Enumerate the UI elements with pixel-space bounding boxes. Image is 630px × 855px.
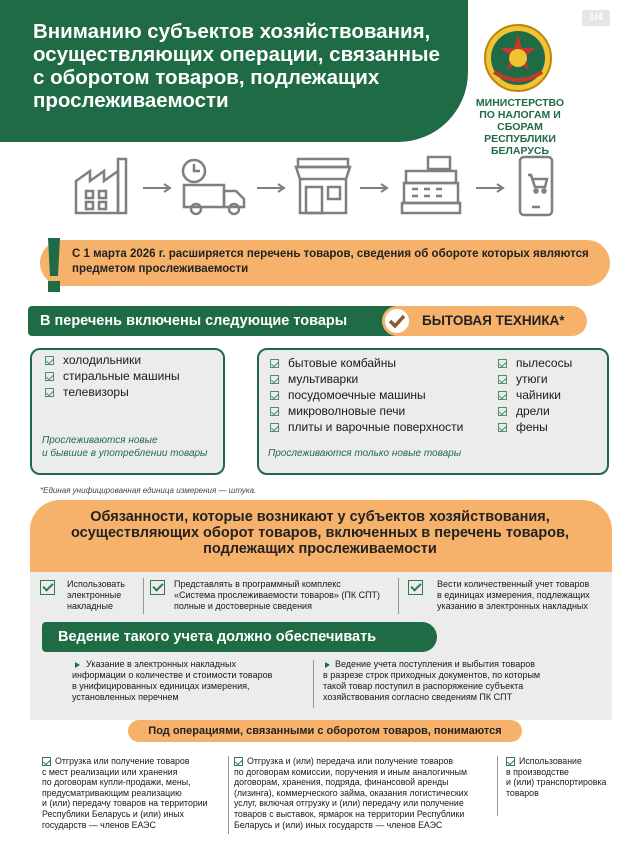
- list-item: дрели: [516, 404, 550, 418]
- duty-line: «Система прослеживаемости товаров» (ПК СПТ): [174, 590, 381, 600]
- store-icon: [292, 155, 354, 217]
- operation-line: (лизинга), коммерческого займа, оказания логистических: [234, 787, 469, 798]
- accounting-line: в унифицированных единицах измерения,: [72, 681, 250, 691]
- checkbox-icon: [45, 356, 54, 365]
- operation-line: услуг, включая отгрузку и (или) передачу или получение: [234, 798, 464, 809]
- checkbox-icon: [270, 407, 279, 416]
- operation-line: с мест реализации или хранения: [42, 766, 178, 777]
- operation-line: товаров с выставок, ярмарок на территории Республики: [234, 808, 465, 819]
- accounting-line: информации о количестве и стоимости товаров: [72, 670, 273, 680]
- list-item: пылесосы: [516, 356, 573, 370]
- operation-line: Отгрузка и (или) передача или получение товаров: [247, 756, 454, 766]
- divider: [143, 578, 144, 614]
- checkbox-icon: [270, 375, 279, 384]
- arrow-right-icon: [257, 183, 287, 193]
- checkbox-icon: [45, 372, 54, 381]
- accounting-title: Ведение такого учета должно обеспечивать: [58, 629, 377, 645]
- operation-line: Беларусь и (или) иных государств — членов ЕАЭС: [234, 819, 443, 830]
- list-item: телевизоры: [63, 385, 129, 399]
- accounting-item-right: [323, 659, 603, 703]
- accounting-line: такой товар поступил в распоряжение субъекта: [323, 681, 524, 691]
- divider: [228, 756, 229, 834]
- tracking-note-new-only: Прослеживаются только новые товары: [268, 448, 462, 459]
- checkbox-icon: [408, 580, 423, 595]
- factory-icon: [72, 155, 132, 217]
- checkbox-icon: [498, 391, 507, 400]
- cash-register-icon: [398, 155, 464, 217]
- list-item: мультиварки: [288, 372, 359, 386]
- exclamation-icon: [44, 236, 64, 294]
- operation-line: государств — членов ЕАЭС: [42, 819, 156, 830]
- tracking-note-new-used: [42, 434, 207, 460]
- list-item: микроволновые печи: [288, 404, 406, 418]
- list-item: холодильники: [63, 353, 142, 367]
- list-item: стиральные машины: [63, 369, 180, 383]
- smartphone-cart-icon: [516, 155, 556, 217]
- list-item: посудомоечные машины: [288, 388, 426, 402]
- page-title: Вниманию субъектов хозяйствования, осуществляющих операции, связанные с оборотом товаров, подлежащих прослеживаемости: [33, 20, 440, 112]
- operation-line: товаров: [506, 787, 539, 798]
- arrow-right-icon: [476, 183, 506, 193]
- operation-line: Отгрузка или получение товаров: [55, 756, 190, 766]
- accounting-line: Ведение учета поступления и выбытия товаров: [335, 659, 536, 669]
- goods-list-title: В перечень включены следующие товары: [40, 313, 348, 329]
- supply-chain-flow: [0, 155, 630, 225]
- operation-line: Республики Беларусь и (или) иных: [42, 808, 184, 819]
- divider: [398, 578, 399, 614]
- operation-line: договорам, хранения, подряда, финансовой аренды: [234, 777, 449, 788]
- checkbox-icon: [40, 580, 55, 595]
- duties-title: Обязанности, которые возникают у субъектов хозяйствования, осуществляющих оборот товаров, включенных в перечень товаров, подлежащих прослеживаемости: [70, 509, 570, 557]
- operation-item: [234, 756, 494, 830]
- duty-item: [67, 579, 125, 612]
- operation-line: и (или) передачу товаров на территории: [42, 798, 208, 809]
- footnote: *Единая унифицированная единица измерения — штука.: [40, 486, 257, 495]
- page-number: 1/4: [582, 10, 610, 26]
- list-item: бытовые комбайны: [288, 356, 396, 370]
- duty-line: указанию в электронных накладных: [437, 601, 588, 611]
- checkbox-icon: [498, 423, 507, 432]
- duty-item: [437, 579, 590, 612]
- duty-item: [174, 579, 380, 612]
- checkmark-icon: [383, 307, 411, 335]
- list-item: утюги: [516, 372, 548, 386]
- checkbox-icon: [150, 580, 165, 595]
- duty-line: Представлять в программный комплекс: [174, 579, 341, 589]
- note-line: Прослеживаются новые: [42, 435, 158, 446]
- divider: [313, 660, 314, 708]
- operation-item: [506, 756, 616, 798]
- arrow-right-icon: [143, 183, 173, 193]
- accounting-line: хозяйствования согласно сведениям ПК СПТ: [323, 692, 513, 702]
- operation-line: предусматривающим реализацию: [42, 787, 182, 798]
- checkbox-icon: [498, 359, 507, 368]
- duty-line: Использовать: [67, 579, 125, 589]
- duty-line: полные и достоверные сведения: [174, 601, 312, 611]
- ministry-line-2: ПО НАЛОГАМ И СБОРАМ: [479, 109, 561, 133]
- duty-line: в единицах измерения, подлежащих: [437, 590, 590, 600]
- accounting-line: Указание в электронных накладных: [86, 659, 236, 669]
- divider: [497, 756, 498, 816]
- duty-line: электронные: [67, 590, 122, 600]
- ministry-line-3: РЕСПУБЛИКИ БЕЛАРУСЬ: [484, 133, 556, 157]
- list-item: чайники: [516, 388, 561, 402]
- operation-item: [42, 756, 227, 830]
- notice-text: С 1 марта 2026 г. расширяется перечень товаров, сведения об обороте которых являются предметом прослеживаемости: [72, 248, 589, 275]
- checkbox-icon: [270, 391, 279, 400]
- checkbox-icon: [270, 359, 279, 368]
- operation-line: и (или) транспортировка: [506, 777, 607, 788]
- accounting-line: установленных перечнем: [72, 692, 179, 702]
- operation-line: Использование: [519, 756, 582, 766]
- operations-title: Под операциями, связанными с оборотом товаров, понимаются: [148, 725, 502, 737]
- accounting-line: в разрезе строк приходных документов, по которым: [323, 670, 541, 680]
- checkbox-icon: [498, 407, 507, 416]
- list-item: фены: [516, 420, 548, 434]
- delivery-truck-icon: [180, 155, 250, 217]
- arrow-right-icon: [360, 183, 390, 193]
- operation-line: по договорам купли-продажи, мены,: [42, 777, 191, 788]
- list-item: плиты и варочные поверхности: [288, 420, 464, 434]
- checkbox-icon: [45, 388, 54, 397]
- note-line: и бывшие в употреблении товары: [42, 448, 208, 459]
- duty-line: Вести количественный учет товаров: [437, 579, 590, 589]
- category-title: БЫТОВАЯ ТЕХНИКА*: [422, 313, 565, 328]
- ministry-emblem-icon: [482, 22, 554, 94]
- operation-line: по договорам комиссии, поручения и иным аналогичным: [234, 766, 468, 777]
- checkbox-icon: [498, 375, 507, 384]
- duty-line: накладные: [67, 601, 113, 611]
- operation-line: в производстве: [506, 766, 569, 777]
- accounting-item-left: [72, 659, 312, 703]
- ministry-line-1: МИНИСТЕРСТВО: [475, 97, 565, 109]
- ministry-name: [455, 97, 585, 157]
- checkbox-icon: [270, 423, 279, 432]
